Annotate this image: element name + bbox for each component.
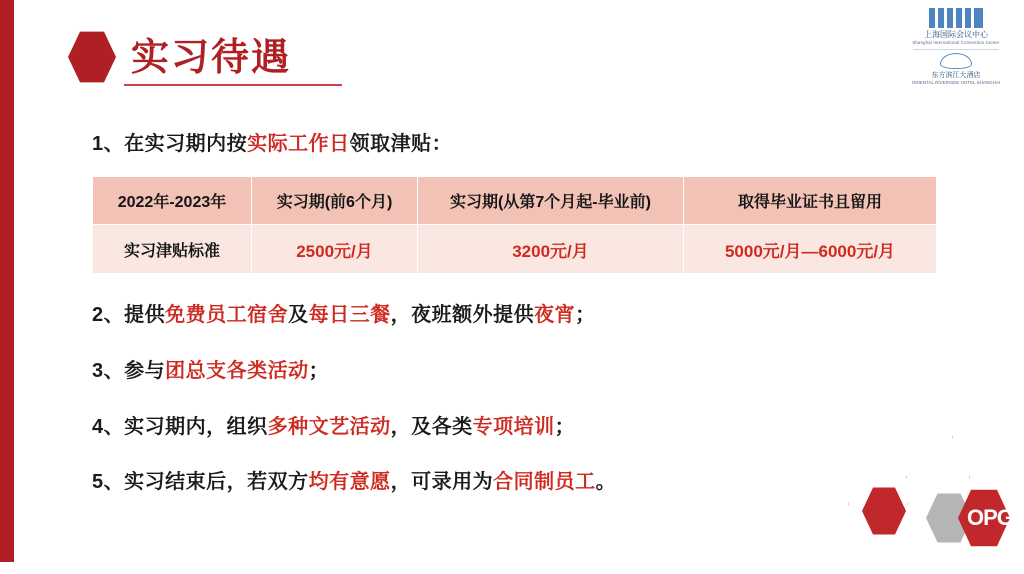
table-row-label: 实习津贴标准	[93, 225, 252, 274]
hexagon-bullet-icon	[68, 30, 116, 84]
bullet-line-3	[92, 354, 329, 383]
table-header-1: 实习期(前6个月)	[252, 177, 418, 225]
logo-primary-en: Shanghai International Convention Center	[912, 40, 1000, 45]
bullet-line-2	[92, 298, 596, 327]
bullet-5-index: 5、	[92, 471, 125, 493]
bullet-2-part-5: 夜宵	[534, 304, 576, 326]
bullet-line-4	[92, 410, 575, 439]
bullet-2-part-2: 及	[288, 304, 309, 326]
bullet-3-part-2: ；	[308, 360, 330, 382]
bullet-2-index: 2、	[92, 304, 125, 326]
bullet-1-part-1: 实际工作日	[247, 133, 350, 155]
allowance-table	[92, 176, 937, 274]
bullet-5-part-1: 均有意愿	[308, 471, 391, 493]
table-header-0: 2022年-2023年	[93, 177, 252, 225]
convention-center-logo-icon	[929, 8, 983, 28]
bullet-1-index: 1、	[92, 133, 125, 155]
bullet-5-part-4: 。	[595, 471, 617, 493]
bullet-3-index: 3、	[92, 360, 125, 382]
bottom-white-bar	[0, 562, 1024, 574]
logo-secondary-en: ORIENTAL RIVERSIDE HOTEL SHANGHAI	[911, 80, 1001, 85]
bullet-5-part-3: 合同制员工	[493, 471, 596, 493]
left-white-strip	[14, 0, 52, 574]
bullet-4-part-2: ，及各类	[390, 416, 473, 438]
bullet-4-part-1: 多种文艺活动	[267, 416, 391, 438]
bullet-2-part-0: 提供	[124, 304, 166, 326]
bullet-1-part-2: 领取津贴：	[349, 133, 453, 155]
bullet-2-part-6: ；	[575, 304, 596, 326]
bullet-4-part-3: 专项培训	[472, 416, 555, 438]
left-accent-bar	[0, 0, 14, 574]
logo-divider	[913, 49, 999, 50]
table-cell-value-1: 3200元/月	[418, 225, 684, 274]
bullet-3-part-1: 团总支各类活动	[165, 360, 309, 382]
bullet-line-1	[92, 127, 452, 156]
logo-primary-cn: 上海国际会议中心	[924, 30, 988, 39]
bullet-line-5	[92, 465, 616, 494]
bullet-3-part-0: 参与	[124, 360, 166, 382]
bullet-5-part-0: 实习结束后，若双方	[124, 471, 309, 493]
table-header-2: 实习期(从第7个月起-毕业前)	[418, 177, 684, 225]
hotel-logo-icon	[940, 53, 972, 69]
bullet-2-part-1: 免费员工宿舍	[165, 304, 289, 326]
page-title: 实习待遇	[131, 37, 292, 79]
title-underline	[124, 84, 342, 86]
bullet-1-part-0: 在实习期内按	[124, 133, 248, 155]
opg-wordmark: OPG	[967, 505, 1013, 530]
bullet-4-part-4: ；	[554, 416, 576, 438]
logo-secondary-cn: 东方滨江大酒店	[931, 72, 981, 79]
table-cell-value-2: 5000元/月—6000元/月	[684, 225, 937, 274]
logo-group	[906, 8, 1006, 85]
bullet-5-part-2: ，可录用为	[390, 471, 494, 493]
table-header-3: 取得毕业证书且留用	[684, 177, 937, 225]
table-cell-value-0: 2500元/月	[252, 225, 418, 274]
bullet-4-part-0: 实习期内，组织	[124, 416, 268, 438]
table-row	[93, 225, 937, 274]
table-header-row	[93, 177, 937, 225]
bullet-4-index: 4、	[92, 416, 125, 438]
bullet-2-part-3: 每日三餐	[308, 304, 391, 326]
bullet-2-part-4: ，夜班额外提供	[390, 304, 535, 326]
